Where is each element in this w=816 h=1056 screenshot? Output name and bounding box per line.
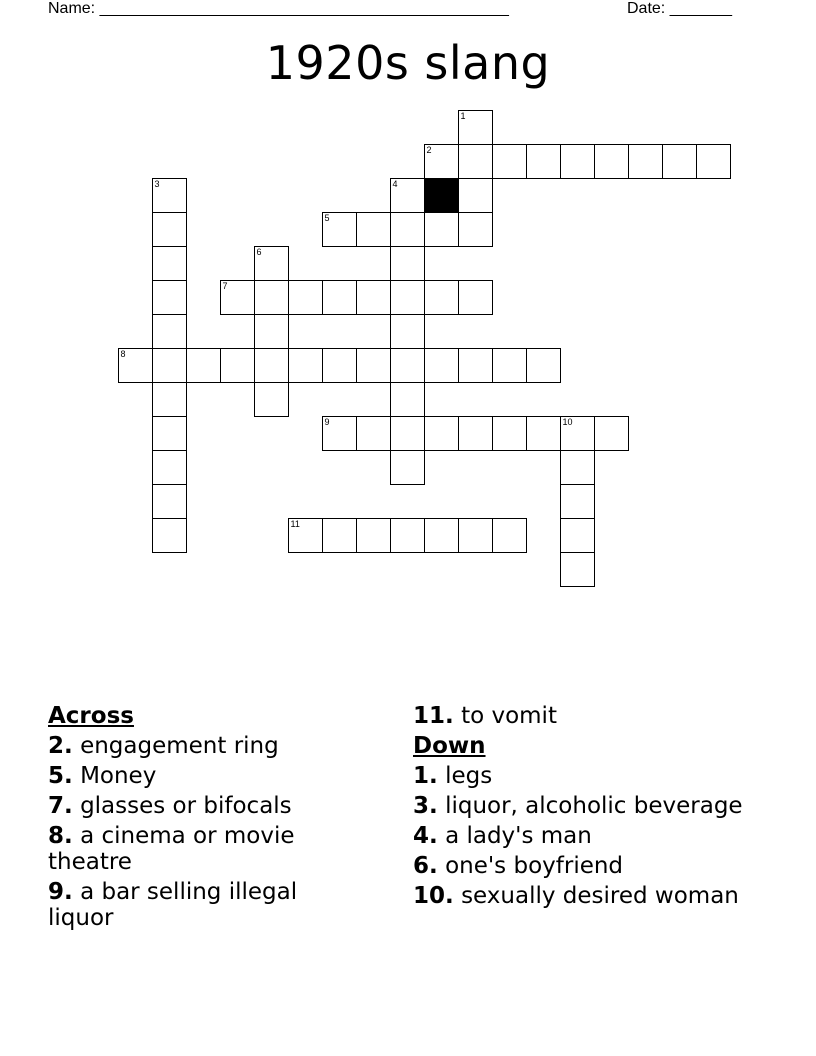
crossword-cell[interactable] <box>390 280 425 315</box>
crossword-cell[interactable] <box>356 280 391 315</box>
crossword-cell[interactable] <box>696 144 731 179</box>
clue-across-2 <box>48 733 348 759</box>
crossword-cell[interactable] <box>254 280 289 315</box>
crossword-cell[interactable] <box>254 314 289 349</box>
clue-across-7 <box>48 793 348 819</box>
crossword-cell[interactable] <box>458 280 493 315</box>
crossword-cell[interactable] <box>152 280 187 315</box>
crossword-cell[interactable] <box>458 212 493 247</box>
crossword-cell[interactable] <box>390 178 425 213</box>
cell-clue-number: 5 <box>324 213 330 223</box>
clue-number: 5. <box>48 763 73 789</box>
crossword-cell[interactable] <box>526 144 561 179</box>
clue-text: glasses or bifocals <box>80 793 292 819</box>
clue-number: 11. <box>413 703 454 729</box>
name-field-line: Name: ______________________________________________ <box>48 0 509 17</box>
clue-down-10 <box>413 883 793 909</box>
cell-clue-number: 3 <box>154 179 160 189</box>
cell-clue-number: 10 <box>562 417 573 427</box>
crossword-cell[interactable] <box>288 518 323 553</box>
crossword-cell[interactable] <box>322 348 357 383</box>
crossword-cell[interactable] <box>288 348 323 383</box>
cell-clue-number: 8 <box>120 349 126 359</box>
clue-number: 10. <box>413 883 454 909</box>
crossword-cell[interactable] <box>458 110 493 145</box>
crossword-cell[interactable] <box>492 416 527 451</box>
crossword-cell[interactable] <box>152 348 187 383</box>
crossword-cell[interactable] <box>356 416 391 451</box>
clue-across-11 <box>413 703 793 729</box>
clue-number: 1. <box>413 763 438 789</box>
crossword-block-cell <box>424 178 459 213</box>
cell-clue-number: 1 <box>460 111 466 121</box>
crossword-cell[interactable] <box>526 416 561 451</box>
crossword-cell[interactable] <box>356 212 391 247</box>
crossword-cell[interactable] <box>560 552 595 587</box>
clue-across-9 <box>48 879 348 931</box>
crossword-cell[interactable] <box>390 518 425 553</box>
cell-clue-number: 2 <box>426 145 432 155</box>
crossword-cell[interactable] <box>560 450 595 485</box>
crossword-cell[interactable] <box>424 144 459 179</box>
clue-number: 7. <box>48 793 73 819</box>
crossword-cell[interactable] <box>390 348 425 383</box>
crossword-cell[interactable] <box>152 178 187 213</box>
cell-clue-number: 9 <box>324 417 330 427</box>
crossword-cell[interactable] <box>254 246 289 281</box>
crossword-cell[interactable] <box>560 144 595 179</box>
clue-text: a bar selling illegal liquor <box>48 879 298 931</box>
clue-down-6 <box>413 853 793 879</box>
crossword-cell[interactable] <box>560 518 595 553</box>
crossword-cell[interactable] <box>390 212 425 247</box>
clue-text: legs <box>445 763 493 789</box>
crossword-cell[interactable] <box>152 382 187 417</box>
clue-text: one's boyfriend <box>445 853 624 879</box>
crossword-cell[interactable] <box>220 348 255 383</box>
clue-across-5 <box>48 763 348 789</box>
crossword-cell[interactable] <box>424 212 459 247</box>
crossword-cell[interactable] <box>424 348 459 383</box>
crossword-cell[interactable] <box>594 416 629 451</box>
crossword-cell[interactable] <box>424 416 459 451</box>
clue-text: liquor, alcoholic beverage <box>445 793 743 819</box>
crossword-cell[interactable] <box>458 178 493 213</box>
crossword-cell[interactable] <box>152 518 187 553</box>
crossword-cell[interactable] <box>662 144 697 179</box>
crossword-cell[interactable] <box>152 416 187 451</box>
clue-text: a lady's man <box>445 823 592 849</box>
crossword-cell[interactable] <box>424 518 459 553</box>
crossword-cell[interactable] <box>424 280 459 315</box>
clue-down-3 <box>413 793 793 819</box>
clue-across-8 <box>48 823 348 875</box>
crossword-cell[interactable] <box>152 246 187 281</box>
crossword-cell[interactable] <box>492 144 527 179</box>
crossword-cell[interactable] <box>152 212 187 247</box>
crossword-cell[interactable] <box>492 518 527 553</box>
crossword-cell[interactable] <box>186 348 221 383</box>
clue-text: engagement ring <box>80 733 279 759</box>
crossword-cell[interactable] <box>254 382 289 417</box>
clue-text: Money <box>80 763 157 789</box>
crossword-cell[interactable] <box>118 348 153 383</box>
clues-column-left <box>48 703 348 935</box>
crossword-cell[interactable] <box>560 416 595 451</box>
date-field-line: Date: _______ <box>627 0 732 17</box>
crossword-cell[interactable] <box>220 280 255 315</box>
cell-clue-number: 4 <box>392 179 398 189</box>
crossword-cell[interactable] <box>492 348 527 383</box>
clue-down-4 <box>413 823 793 849</box>
down-heading: Down <box>413 733 486 759</box>
crossword-cell[interactable] <box>288 280 323 315</box>
crossword-cell[interactable] <box>356 518 391 553</box>
crossword-cell[interactable] <box>560 484 595 519</box>
clues-column-right <box>413 703 793 913</box>
across-heading: Across <box>48 703 134 729</box>
clue-number: 9. <box>48 879 73 905</box>
crossword-cell[interactable] <box>322 212 357 247</box>
clue-number: 3. <box>413 793 438 819</box>
crossword-cell[interactable] <box>458 144 493 179</box>
crossword-cell[interactable] <box>390 416 425 451</box>
crossword-cell[interactable] <box>322 416 357 451</box>
crossword-cell[interactable] <box>390 314 425 349</box>
crossword-cell[interactable] <box>458 348 493 383</box>
clue-text: a cinema or movie theatre <box>48 823 295 875</box>
crossword-cell[interactable] <box>322 518 357 553</box>
clue-number: 6. <box>413 853 438 879</box>
crossword-cell[interactable] <box>458 518 493 553</box>
crossword-cell[interactable] <box>594 144 629 179</box>
crossword-cell[interactable] <box>458 416 493 451</box>
crossword-cell[interactable] <box>152 314 187 349</box>
crossword-cell[interactable] <box>628 144 663 179</box>
crossword-cell[interactable] <box>254 348 289 383</box>
clue-number: 2. <box>48 733 73 759</box>
crossword-cell[interactable] <box>390 450 425 485</box>
crossword-cell[interactable] <box>152 450 187 485</box>
cell-clue-number: 11 <box>290 519 300 529</box>
clue-number: 4. <box>413 823 438 849</box>
clue-text: to vomit <box>461 703 557 729</box>
cell-clue-number: 7 <box>222 281 228 291</box>
crossword-cell[interactable] <box>322 280 357 315</box>
crossword-cell[interactable] <box>152 484 187 519</box>
cell-clue-number: 6 <box>256 247 262 257</box>
crossword-cell[interactable] <box>390 246 425 281</box>
crossword-cell[interactable] <box>356 348 391 383</box>
clue-text: sexually desired woman <box>461 883 739 909</box>
clue-down-1 <box>413 763 793 789</box>
puzzle-title: 1920s slang <box>265 36 551 90</box>
crossword-cell[interactable] <box>390 382 425 417</box>
crossword-cell[interactable] <box>526 348 561 383</box>
clue-number: 8. <box>48 823 73 849</box>
